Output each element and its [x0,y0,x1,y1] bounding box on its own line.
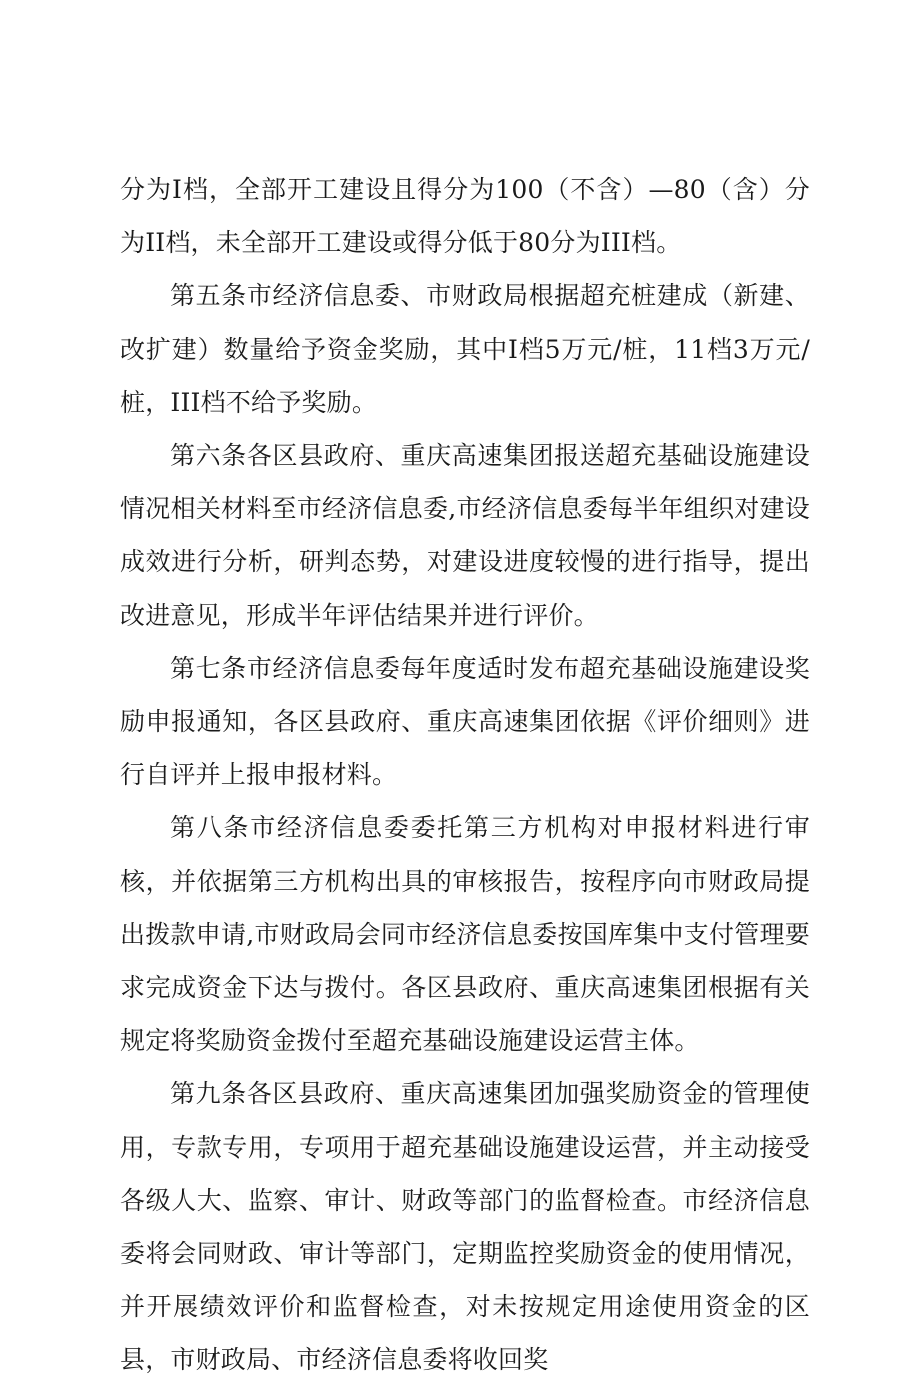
paragraph-article-7: 第七条市经济信息委每年度适时发布超充基础设施建设奖励申报通知，各区县政府、重庆高速集团依据《评价细则》进行自评并上报申报材料。 [120,653,810,790]
paragraph-article-5: 第五条市经济信息委、市财政局根据超充桩建成（新建、改扩建）数量给予资金奖励，其中I档5万元/桩，11档3万元/桩，III档不给予奖励。 [120,281,810,417]
document-body [120,163,810,1387]
paragraph-article-8: 第八条市经济信息委委托第三方机构对申报材料进行审核，并依据第三方机构出具的审核报告，按程序向市财政局提出拨款申请,市财政局会同市经济信息委按国库集中支付管理要求完成资金下达与拨付。各区县政府、重庆高速集团根据有关规定将奖励资金拨付至超充基础设施建设运营主体。 [120,813,810,1056]
paragraph-article-6: 第六条各区县政府、重庆高速集团报送超充基础设施建设情况相关材料至市经济信息委,市经济信息委每半年组织对建设成效进行分析，研判态势，对建设进度较慢的进行指导，提出改进意见，形成半年评估结果并进行评价。 [120,441,810,630]
paragraph-article-9: 第九条各区县政府、重庆高速集团加强奖励资金的管理使用，专款专用，专项用于超充基础设施建设运营，并主动接受各级人大、监察、审计、财政等部门的监督检查。市经济信息委将会同财政、审计等部门，定期监控奖励资金的使用情况，并开展绩效评价和监督检查，对未按规定用途使用资金的区县，市财政局、市经济信息委将收回奖 [120,1079,810,1375]
paragraph-continuation-tier-scoring: 分为I档，全部开工建设且得分为100（不含）—80（含）分为II档，未全部开工建设或得分低于80分为III档。 [120,175,810,258]
